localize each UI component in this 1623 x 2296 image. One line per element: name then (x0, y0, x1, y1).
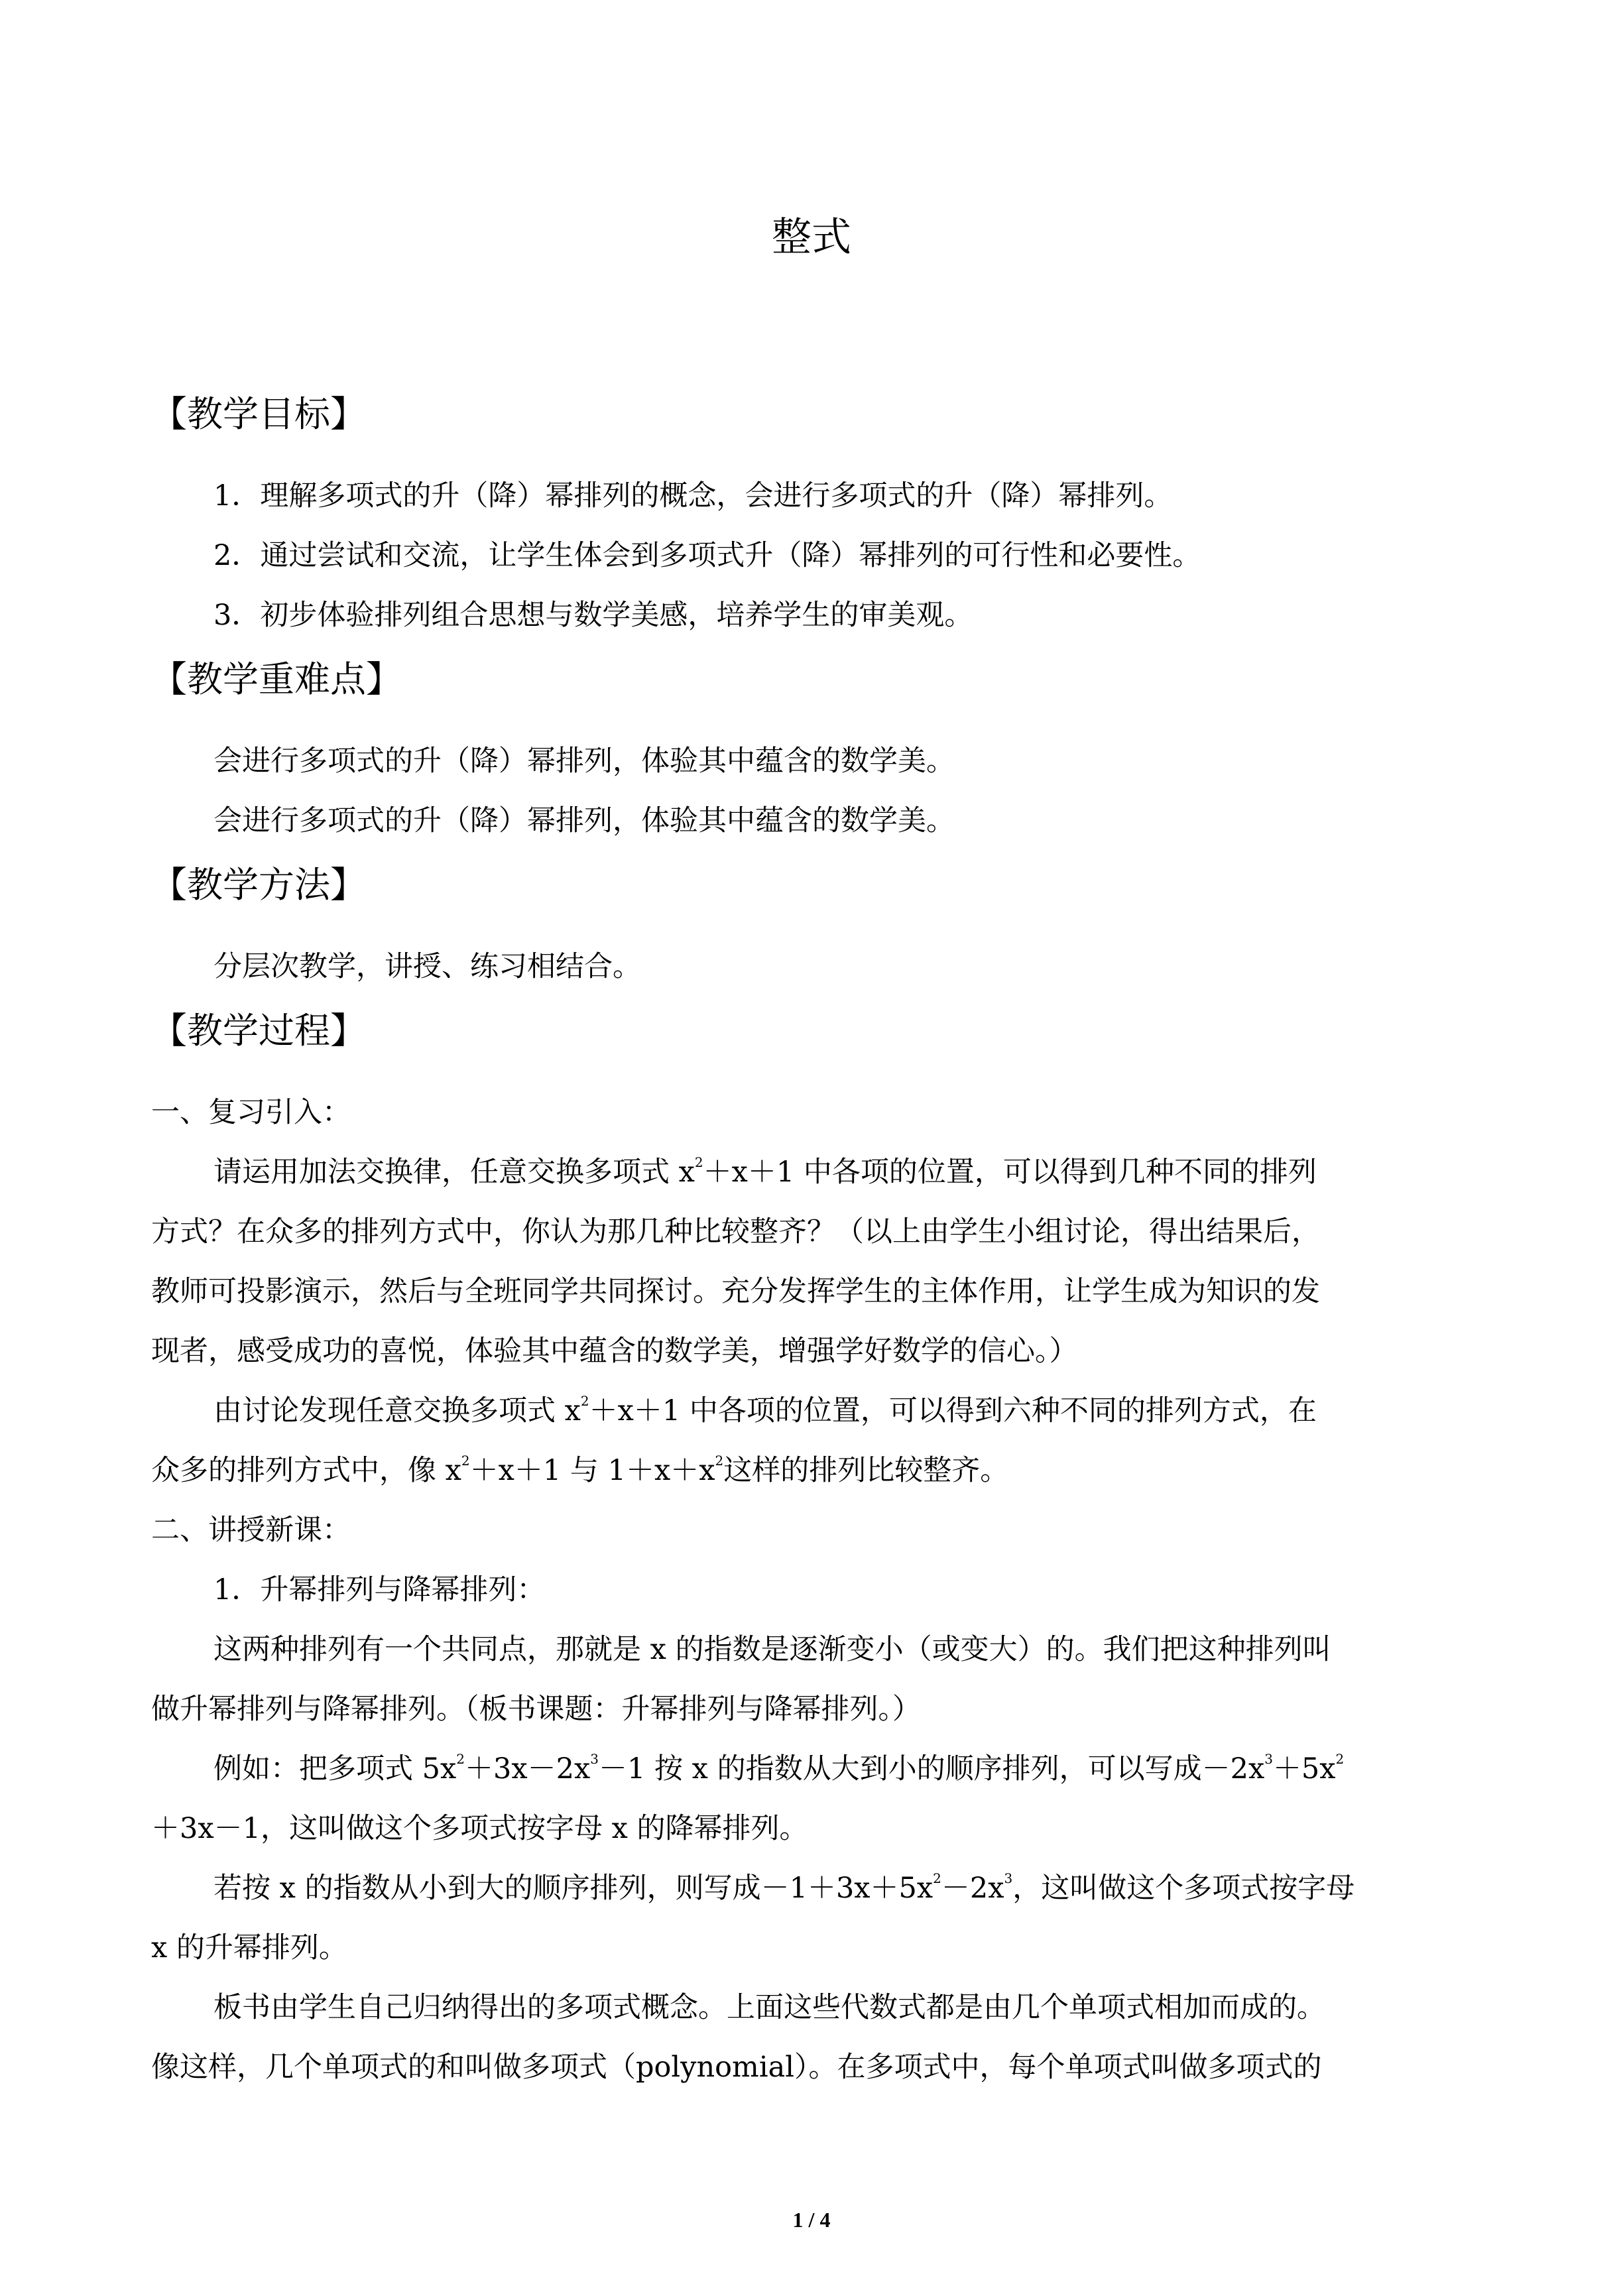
key-point-2: 会进行多项式的升（降）幂排列，体验其中蕴含的数学美。 (213, 804, 955, 837)
page-number: 1 / 4 (792, 2208, 831, 2232)
text-run: 众多的排列方式中，像 x (151, 1454, 461, 1487)
part1-title: 一、复习引入： (151, 1096, 351, 1129)
goal-item-1: 1．理解多项式的升（降）幂排列的概念，会进行多项式的升（降）幂排列。 (213, 479, 1173, 513)
subsection-title: 1．升幂排列与降幂排列： (213, 1573, 546, 1606)
superscript: 3 (590, 1751, 599, 1767)
paragraph-line: ＋3x－1，这叫做这个多项式按字母 x 的降幂排列。 (151, 1812, 808, 1845)
text-run: ＋x＋1 与 1＋x＋x (469, 1454, 715, 1487)
text-run: 请运用加法交换律，任意交换多项式 x (213, 1156, 695, 1189)
superscript: 2 (694, 1154, 703, 1170)
paragraph-line (213, 1152, 1317, 1192)
superscript: 2 (580, 1393, 589, 1409)
paragraph-line (213, 1868, 1354, 1908)
text-run: ＋3x－2x (465, 1752, 591, 1785)
goals-heading: 【教学目标】 (151, 393, 366, 435)
text-run: 例如：把多项式 5x (213, 1752, 457, 1785)
text-run: 由讨论发现任意交换多项式 x (213, 1394, 581, 1427)
goal-item-3: 3．初步体验排列组合思想与数学美感，培养学生的审美观。 (213, 599, 973, 632)
process-heading: 【教学过程】 (151, 1010, 366, 1052)
paragraph-line: x 的升幂排列。 (151, 1931, 347, 1964)
superscript: 2 (456, 1751, 465, 1767)
key-point-1: 会进行多项式的升（降）幂排列，体验其中蕴含的数学美。 (213, 745, 955, 778)
goal-item-2: 2．通过尝试和交流，让学生体会到多项式升（降）幂排列的可行性和必要性。 (213, 539, 1201, 572)
superscript: 3 (1004, 1870, 1013, 1886)
paragraph-line (213, 1749, 1344, 1789)
superscript: 2 (461, 1453, 470, 1469)
text-run: ＋5x (1272, 1752, 1336, 1785)
paragraph-line (151, 1451, 1008, 1490)
paragraph-line: 现者，感受成功的喜悦，体验其中蕴含的数学美，增强学好数学的信心。） (151, 1335, 1078, 1368)
method-heading: 【教学方法】 (151, 864, 366, 906)
paragraph-line: 做升幂排列与降幂排列。（板书课题：升幂排列与降幂排列。） (151, 1693, 921, 1726)
text-run: ，这叫做这个多项式按字母 (1012, 1872, 1355, 1905)
text-run: －1 按 x 的指数从大到小的顺序排列，可以写成－2x (598, 1752, 1265, 1785)
text-run: ＋x＋1 中各项的位置，可以得到几种不同的排列 (703, 1156, 1317, 1189)
part2-title: 二、讲授新课： (151, 1514, 351, 1547)
text-run: －2x (941, 1872, 1004, 1905)
superscript: 2 (933, 1870, 941, 1886)
text-run: ＋x＋1 中各项的位置，可以得到六种不同的排列方式，在 (589, 1394, 1317, 1427)
paragraph-line: 这两种排列有一个共同点，那就是 x 的指数是逐渐变小（或变大）的。我们把这种排列叫 (213, 1633, 1331, 1666)
key-points-heading: 【教学重难点】 (151, 658, 402, 700)
paragraph-line: 像这样，几个单项式的和叫做多项式（polynomial）。在多项式中，每个单项式叫做多项式的 (151, 2051, 1322, 2084)
superscript: 2 (1335, 1751, 1345, 1767)
page-title: 整式 (772, 214, 851, 261)
text-run: 若按 x 的指数从小到大的顺序排列，则写成－1＋3x＋5x (213, 1872, 933, 1905)
superscript: 3 (1264, 1751, 1273, 1767)
paragraph-line (213, 1391, 1317, 1431)
text-run: 这样的排列比较整齐。 (723, 1454, 1009, 1487)
paragraph-line: 教师可投影演示，然后与全班同学共同探讨。充分发挥学生的主体作用，让学生成为知识的发 (151, 1275, 1320, 1308)
method-text: 分层次教学，讲授、练习相结合。 (213, 950, 641, 983)
paragraph-line: 方式？在众多的排列方式中，你认为那几种比较整齐？（以上由学生小组讨论，得出结果后， (151, 1215, 1320, 1248)
paragraph-line: 板书由学生自己归纳得出的多项式概念。上面这些代数式都是由几个单项式相加而成的。 (213, 1991, 1325, 2024)
superscript: 2 (715, 1453, 724, 1469)
